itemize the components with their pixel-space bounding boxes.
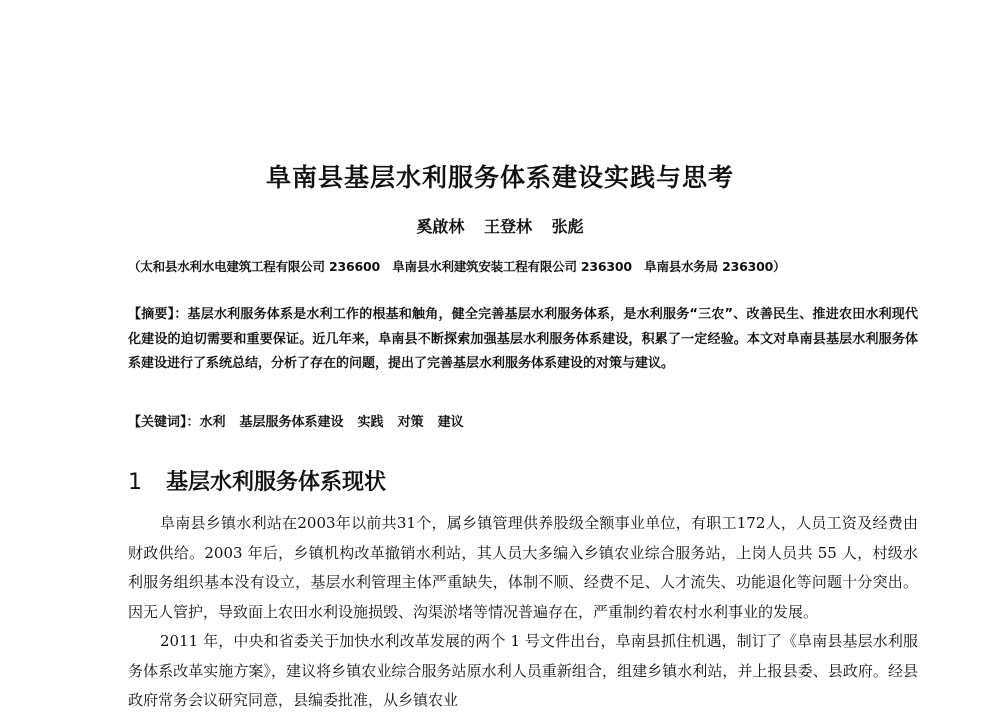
body-paragraph: 阜南县乡镇水利站在2003年以前共31个，属乡镇管理供养股级全额事业单位，有职工172人，人员工资及经费由财政供给。2003 年后，乡镇机构改革撤销水利站，其人员大多编入乡镇农业综合服务站，上岗人员共 55 人，村级水利服务组织基本没有设立，基层水利管理主体严重缺失，体制不顺、经费不足、人才流失、功能退化等问题十分突出。因无人管护，导致面上农田水利设施损毁、沟渠淤堵等情况普遍存在，严重制约着农村水利事业的发展。 (128, 514, 918, 621)
section-number: 1 (128, 470, 142, 495)
section-title: 基层水利服务体系现状 (166, 470, 387, 495)
keywords (128, 411, 918, 435)
author-name: 张彪 (551, 217, 584, 236)
keyword: 对策 (397, 415, 424, 430)
author-name: 王登林 (483, 217, 532, 236)
abstract (128, 303, 918, 377)
author-list (0, 214, 1000, 237)
section-body (128, 509, 918, 716)
section-heading (128, 465, 386, 496)
paper-title: 阜南县基层水利服务体系建设实践与思考 (265, 163, 734, 192)
abstract-text: 基层水利服务体系是水利工作的根基和触角，健全完善基层水利服务体系，是水利服务“三农”、改善民生、推进农田水利现代化建设的迫切需要和重要保证。近几年来，阜南县不断探索加强基层水利服务体系建设，积累了一定经验。本文对阜南县基层水利服务体系建设进行了系统总结，分析了存在的问题，提出了完善基层水利服务体系建设的对策与建议。 (128, 307, 918, 371)
keyword: 基层服务体系建设 (239, 415, 344, 430)
keyword: 建议 (437, 415, 464, 430)
affiliations: （太和县水利水电建筑工程有限公司 236600 阜南县水利建筑安装工程有限公司 236300 阜南县水务局 236300） (128, 259, 786, 274)
body-paragraph: 2011 年，中央和省委关于加快水利改革发展的两个 1 号文件出台，阜南县抓住机遇，制订了《阜南县基层水利服务体系改革实施方案》，建议将乡镇农业综合服务站原水利人员重新组合，组建乡镇水利站，并上报县委、县政府。经县政府常务会议研究同意，县编委批准，从乡镇农业 (128, 632, 918, 709)
keyword: 水利 (199, 415, 226, 430)
keyword: 实践 (357, 415, 384, 430)
author-name: 奚啟林 (416, 217, 465, 236)
abstract-label: 【摘要】： (128, 307, 188, 322)
keywords-label: 【关键词】： (128, 415, 200, 430)
